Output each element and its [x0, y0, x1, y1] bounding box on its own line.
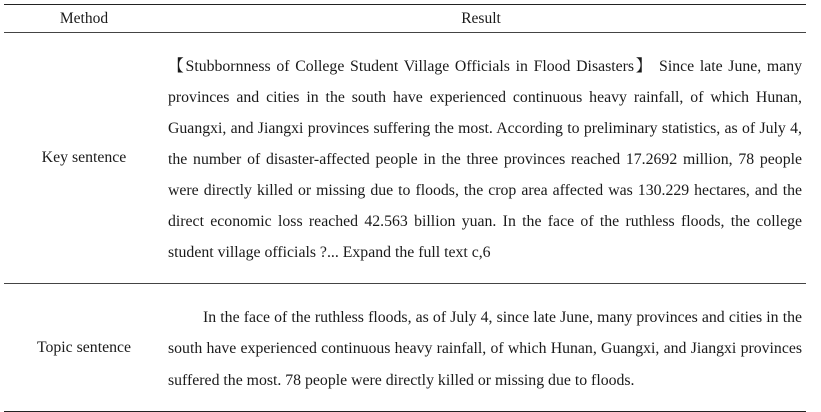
- result-topic-sentence: In the face of the ruthless floods, as of July 4, since late June, many provinces and cities in the south have experienced continuous heavy rainfall, of which Hunan, Guangxi, and Jiangxi provinces suffered the most. 78 people were directly killed or missing due to floods.: [168, 308, 802, 389]
- method-topic-sentence: Topic sentence: [36, 338, 132, 356]
- table-row-topic-sentence: [4, 284, 806, 411]
- table-header-row: [4, 5, 806, 33]
- key-sentence-text: Since late June, many provinces and cities in the south have experienced continuous heavy rainfall, of which Hunan, Guangxi, and Jiangxi provinces suffering the most. According to preliminary statistics, as of July 4, the number of disaster-affected people in the three provinces reached 17.2692 million, 78 people were directly killed or missing due to floods, the crop area affected was 130.229 hectares, and the direct economic loss reached 42.563 billion yuan. In the face of the ruthless floods, the college student village officials ?... Expand the full text c,6: [168, 58, 802, 261]
- result-key-sentence: [168, 48, 806, 268]
- results-table: [4, 4, 806, 412]
- header-result: Result: [461, 10, 501, 27]
- method-key-sentence: Key sentence: [41, 149, 127, 166]
- header-method: Method: [59, 10, 109, 27]
- table-row-key-sentence: [4, 33, 806, 284]
- key-sentence-title: 【Stubbornness of College Student Village Officials in Flood Disasters】: [168, 58, 654, 75]
